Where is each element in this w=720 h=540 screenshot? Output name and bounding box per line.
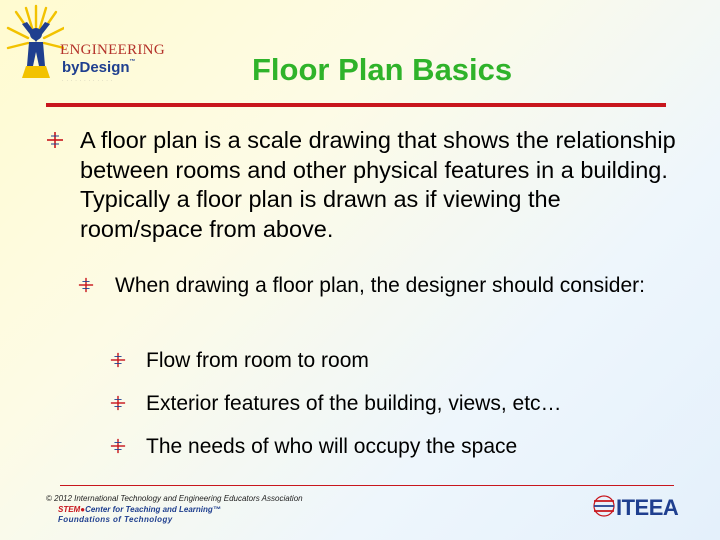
- slide-title: Floor Plan Basics: [252, 52, 513, 87]
- bullet-cross-icon: [78, 277, 94, 293]
- bullet-cross-icon: [110, 438, 126, 454]
- footer-stem-center: [58, 505, 221, 514]
- bullet-cross-icon: [46, 131, 64, 149]
- footer-center: Center for Teaching and Learning™: [85, 505, 221, 514]
- bullet-text: The needs of who will occupy the space: [146, 435, 518, 458]
- stem-dot-icon: ●: [80, 505, 86, 514]
- logo-bydesign-text: byDesign: [62, 59, 130, 76]
- bullet-level-3: [110, 347, 700, 375]
- footer-copyright: © 2012 International Technology and Engineering Educators Association: [46, 494, 303, 503]
- bullet-level-3: [110, 433, 700, 461]
- bullet-level-3: [110, 390, 700, 418]
- logo-trademark: ™: [129, 59, 136, 65]
- bullet-text: Exterior features of the building, views, etc…: [146, 392, 562, 415]
- bullet-text: When drawing a floor plan, the designer should consider:: [115, 274, 645, 297]
- logo-wordmark-bydesign: [62, 59, 136, 76]
- logo-tagline: · · · · · · · · · · · ·: [62, 78, 114, 83]
- bullet-text: A floor plan is a scale drawing that shows the relationship between rooms and other physical features in a building. Typically a floor plan is drawn as if viewing the room/space from above.: [80, 127, 676, 242]
- footer-divider: [60, 485, 674, 486]
- bullet-text: Flow from room to room: [146, 349, 369, 372]
- bullet-cross-icon: [110, 395, 126, 411]
- logo-wordmark-engineering: ENGINEERING: [60, 42, 165, 58]
- engineering-by-design-logo: [4, 4, 165, 96]
- bullet-cross-icon: [110, 352, 126, 368]
- star-person-icon: [4, 4, 64, 96]
- footer-foundations: Foundations of Technology: [58, 515, 173, 524]
- iteea-logo-text: ITEEA: [616, 495, 679, 520]
- footer-stem: STEM: [58, 505, 81, 514]
- title-divider: [46, 103, 666, 107]
- bullet-level-2: [78, 272, 678, 300]
- bullet-level-1: [46, 126, 686, 244]
